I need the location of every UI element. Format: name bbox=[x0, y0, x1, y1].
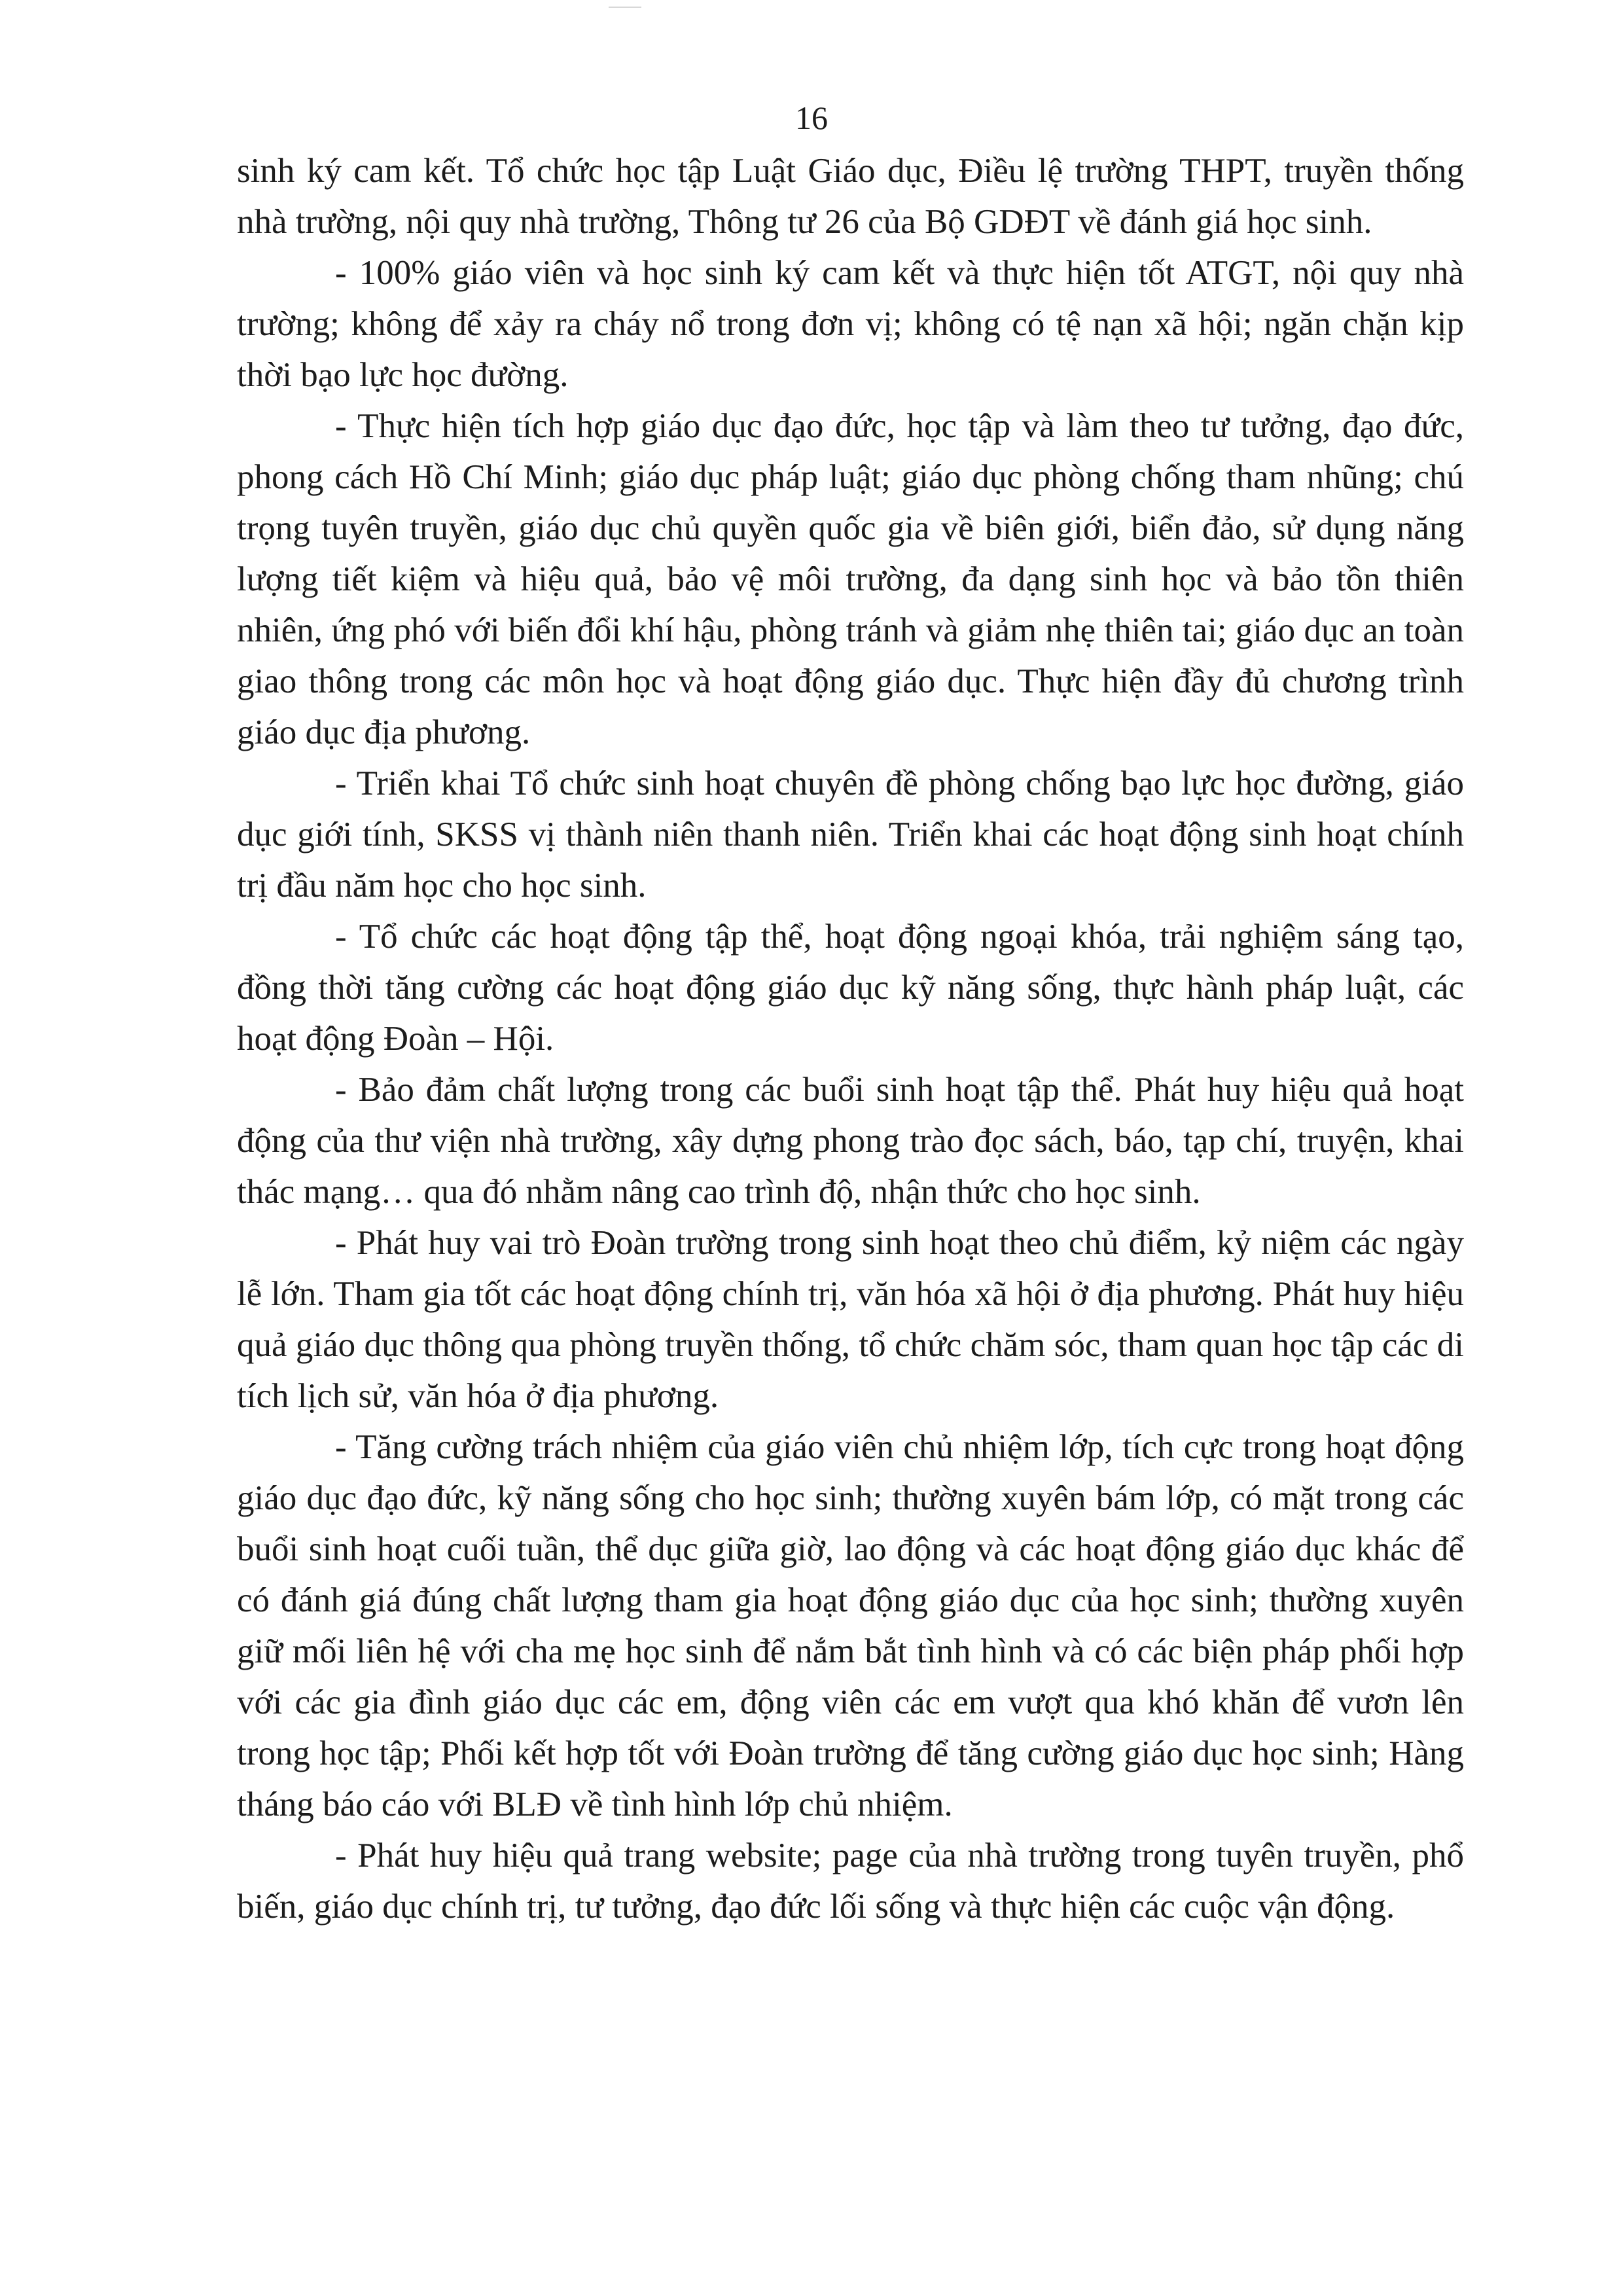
paragraph: - 100% giáo viên và học sinh ký cam kết và thực hiện tốt ATGT, nội quy nhà trường; không để xảy ra cháy nổ trong đơn vị; không có tệ nạn xã hội; ngăn chặn kịp thời bạo lực học đường. bbox=[237, 254, 1464, 394]
body-text bbox=[237, 145, 1464, 1932]
paragraph: - Triển khai Tổ chức sinh hoạt chuyên đề phòng chống bạo lực học đường, giáo dục giới tính, SKSS vị thành niên thanh niên. Triển khai các hoạt động sinh hoạt chính trị đầu năm học cho học sinh. bbox=[237, 764, 1464, 905]
paragraph: - Thực hiện tích hợp giáo dục đạo đức, học tập và làm theo tư tưởng, đạo đức, phong cách Hồ Chí Minh; giáo dục pháp luật; giáo dục phòng chống tham nhũng; chú trọng tuyên truyền, giáo dục chủ quyền quốc gia về biên giới, biển đảo, sử dụng năng lượng tiết kiệm và hiệu quả, bảo vệ môi trường, đa dạng sinh học và bảo tồn thiên nhiên, ứng phó với biến đổi khí hậu, phòng tránh và giảm nhẹ thiên tai; giáo dục an toàn giao thông trong các môn học và hoạt động giáo dục. Thực hiện đầy đủ chương trình giáo dục địa phương. bbox=[237, 407, 1464, 751]
paragraph: - Phát huy hiệu quả trang website; page của nhà trường trong tuyên truyền, phổ biến, giáo dục chính trị, tư tưởng, đạo đức lối sống và thực hiện các cuộc vận động. bbox=[237, 1837, 1464, 1926]
paragraph: - Phát huy vai trò Đoàn trường trong sinh hoạt theo chủ điểm, kỷ niệm các ngày lễ lớn. Tham gia tốt các hoạt động chính trị, văn hóa xã hội ở địa phương. Phát huy hiệu quả giáo dục thông qua phòng truyền thống, tổ chức chăm sóc, tham quan học tập các di tích lịch sử, văn hóa ở địa phương. bbox=[237, 1224, 1464, 1415]
paragraph: - Tăng cường trách nhiệm của giáo viên chủ nhiệm lớp, tích cực trong hoạt động giáo dục đạo đức, kỹ năng sống cho học sinh; thường xuyên bám lớp, có mặt trong các buổi sinh hoạt cuối tuần, thể dục giữa giờ, lao động và các hoạt động giáo dục khác để có đánh giá đúng chất lượng tham gia hoạt động giáo dục của học sinh; thường xuyên giữ mối liên hệ với cha mẹ học sinh để nắm bắt tình hình và có các biện pháp phối hợp với các gia đình giáo dục các em, động viên các em vượt qua khó khăn để vươn lên trong học tập; Phối kết hợp tốt với Đoàn trường để tăng cường giáo dục học sinh; Hàng tháng báo cáo với BLĐ về tình hình lớp chủ nhiệm. bbox=[237, 1428, 1464, 1823]
paragraph: sinh ký cam kết. Tổ chức học tập Luật Giáo dục, Điều lệ trường THPT, truyền thống nhà trường, nội quy nhà trường, Thông tư 26 của Bộ GDĐT về đánh giá học sinh. bbox=[237, 152, 1464, 241]
paragraph: - Tổ chức các hoạt động tập thể, hoạt động ngoại khóa, trải nghiệm sáng tạo, đồng thời tăng cường các hoạt động giáo dục kỹ năng sống, thực hành pháp luật, các hoạt động Đoàn – Hội. bbox=[237, 918, 1464, 1058]
paragraph: - Bảo đảm chất lượng trong các buổi sinh hoạt tập thể. Phát huy hiệu quả hoạt động của thư viện nhà trường, xây dựng phong trào đọc sách, báo, tạp chí, truyện, khai thác mạng… qua đó nhằm nâng cao trình độ, nhận thức cho học sinh. bbox=[237, 1071, 1464, 1211]
scan-artifact bbox=[609, 7, 641, 8]
page-number: 16 bbox=[795, 99, 828, 136]
